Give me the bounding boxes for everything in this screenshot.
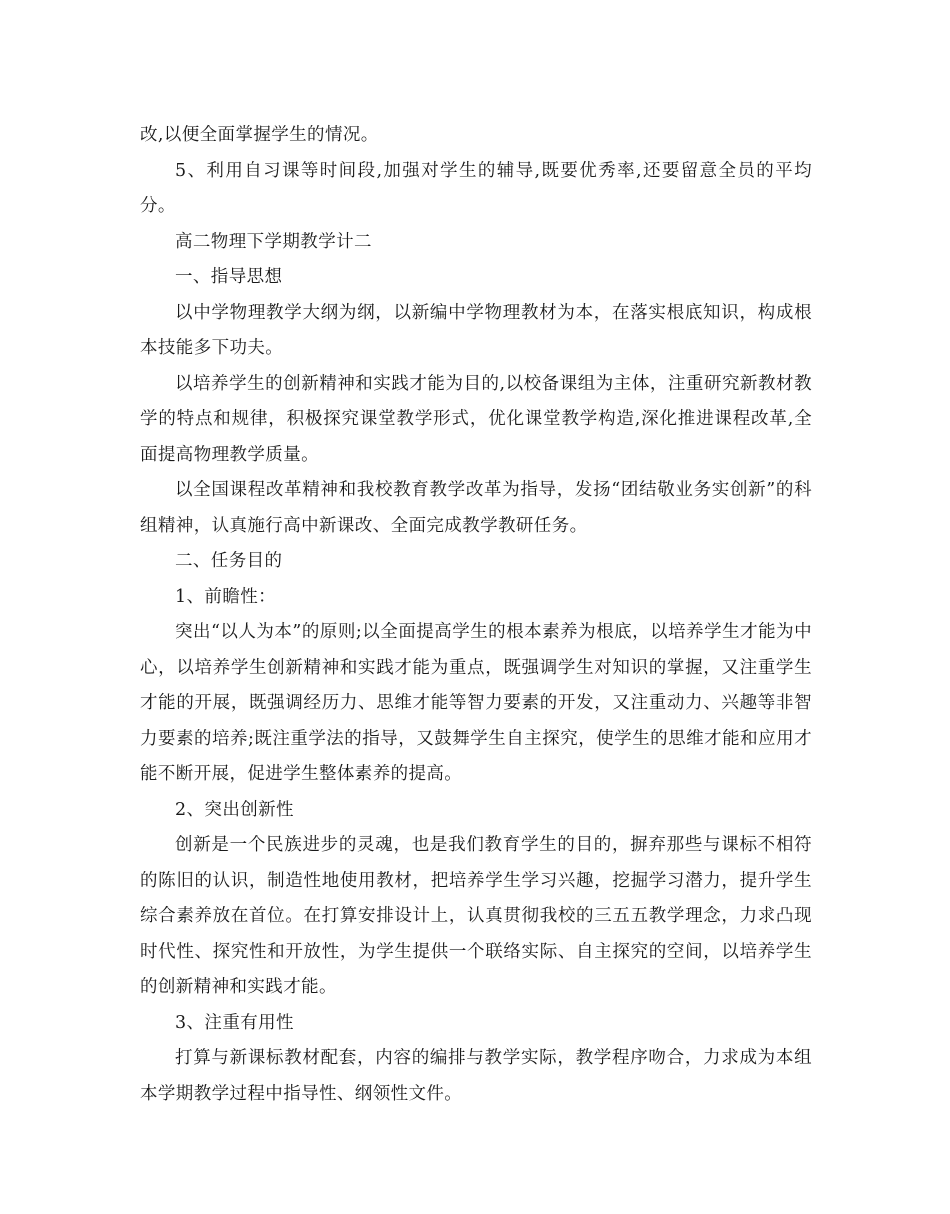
subheading-forward-looking: 1、前瞻性： [175, 586, 277, 607]
subheading-innovation: 2、突出创新性 [175, 799, 294, 820]
paragraph: 以全国课程改革精神和我校教育教学改革为指导，发扬“团结敬业务实创新”的科组精神，认真施行高中新课改、全面完成教学教研任务。 [140, 480, 812, 536]
paragraph-continuation: 改,以便全面掌握学生的情况。 [140, 125, 379, 145]
paragraph: 突出“以人为本”的原则;以全面提高学生的根本素养为根底，以培养学生才能为中心，以培养学生创新精神和实践才能为重点，既强调学生对知识的掌握，又注重学生才能的开展，既强调经历力、思维才能等智力要素的开发，又注重动力、兴趣等非智力要素的培养;既注重学法的指导，又鼓舞学生自主探究，使学生的思维才能和应用才能不断开展，促进学生整体素养的提高。 [140, 622, 812, 784]
paragraph-item-5: 5、利用自习课等时间段,加强对学生的辅导,既要优秀率,还要留意全员的平均分。 [140, 160, 812, 216]
document-title: 高二物理下学期教学计二 [175, 231, 372, 252]
paragraph: 创新是一个民族进步的灵魂，也是我们教育学生的目的，摒弃那些与课标不相符的陈旧的认识，制造性地使用教材，把培养学生学习兴趣，挖掘学习潜力，提升学生综合素养放在首位。在打算安排设计上，认真贯彻我校的三五五教学理念，力求凸现时代性、探究性和开放性，为学生提供一个联络实际、自主探究的空间，以培养学生的创新精神和实践才能。 [140, 835, 812, 997]
subheading-practicality: 3、注重有用性 [175, 1012, 294, 1033]
paragraph: 打算与新课标教材配套，内容的编排与教学实际，教学程序吻合，力求成为本组本学期教学过程中指导性、纲领性文件。 [140, 1048, 812, 1104]
section-heading-guiding-ideology: 一、指导思想 [175, 267, 283, 287]
paragraph: 以中学物理教学大纲为纲，以新编中学物理教材为本，在落实根底知识，构成根本技能多下功夫。 [140, 302, 812, 358]
paragraph: 以培养学生的创新精神和实践才能为目的,以校备课组为主体，注重研究新教材教学的特点和规律，积极探究课堂教学形式，优化课堂教学构造,深化推进课程改革,全面提高物理教学质量。 [140, 373, 812, 465]
document-body [140, 118, 812, 1112]
section-heading-task-objectives: 二、任务目的 [175, 551, 283, 571]
